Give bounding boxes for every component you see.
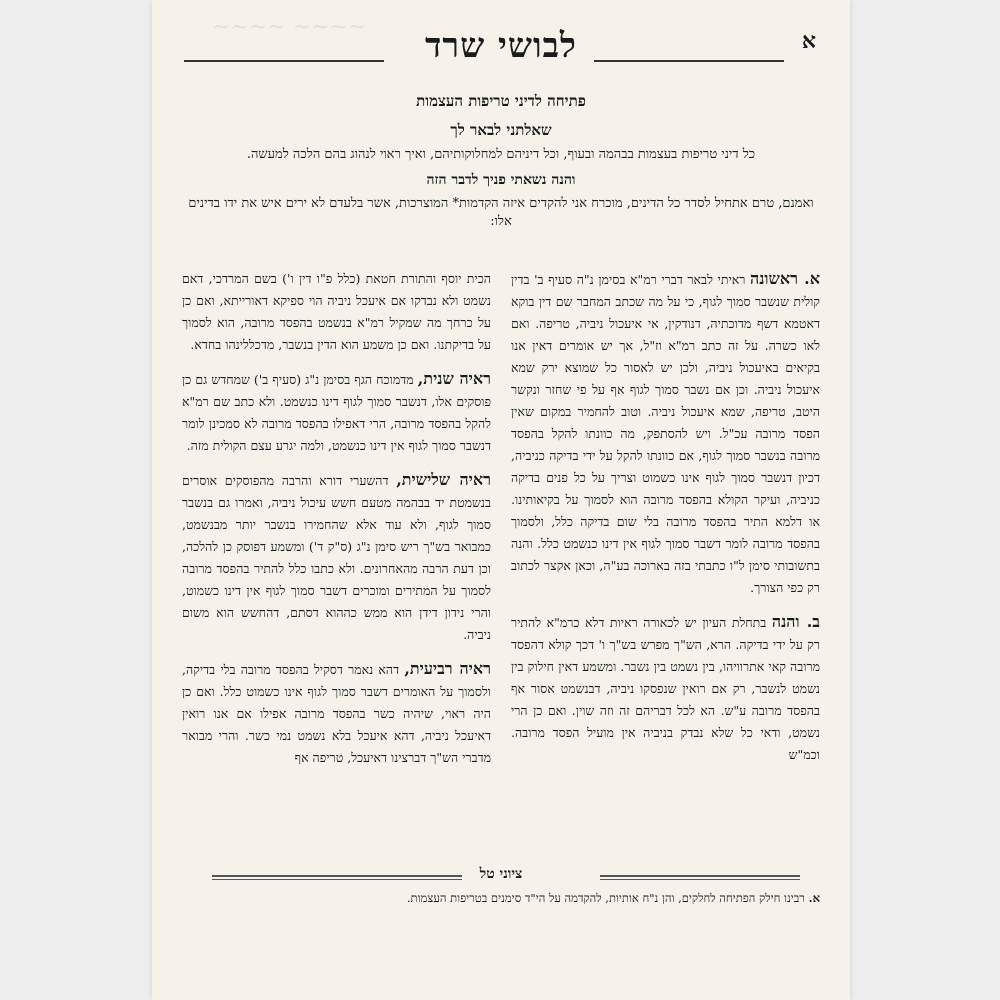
second-quote: והנה נשאתי פניך לדבר הזה [426,172,576,188]
paragraph-lead: ראיה רביעית, [404,659,491,678]
footnote-label: א. [808,891,820,905]
section-subtitle: פתיחה לדיני טריפות העצמות [416,92,586,110]
paragraph-lead: ראיה שלישית, [396,470,491,489]
footnote-text: רבינו חילק הפתיחה לחלקים, והן נ"ח אותיות, להקדמה על הי"ד סימנים בטריפות העצמות. [406,891,805,905]
paragraph-text: הכית יוסף והתורת חטאת (כלל פ"ו דין ו') בשם המרדכי, דאם נשמט ולא נבדקו אם איעכל ניביה הוי ספיקא דאורייתא, ואם כן על כרחך מה שמקיל רמ"א בנשמט בהפסד מרובה, הוא לסמוך על בדיקתנו. ואם כן משמע הוא הדין בנשבר, מדכללינהו בחדא. [182,271,491,352]
page-title: לבושי שרד [425,26,577,66]
paragraph-text: דהשערי דורא והרבה מהפוסקים אוסרים בנשמטת יד בבהמה מטעם חשש עיכול ניביה, ואמרו גם בנשבר סמוך לגוף, ולא עוד אלא שהחמירו בנשבר יותר מבנשמט, כמבואר בש"ך ריש סימן נ"ג (ס"ק ד') ומשמע דפוסק כן להלכה, וכן דעת הרבה מהאחרונים. ולא כתבו כלל להתיר בהפסד מרובה לסמוך על המתירים ומוכרים דשבר סמוך לגוף אין דינו כשמוט, והרי נידון דידן הוא ממש כההוא דסתם, דהחשש הוא משום ניביה. [182,473,491,642]
paragraph-2 [511,611,820,766]
footnote [182,890,820,906]
opening-quote: שאלתני לבאר לך [450,121,552,139]
paragraph-second-proof [182,368,491,457]
paragraph-lead: ב. והנה [771,612,820,631]
paragraph-text: ראיתי לבאר דברי רמ"א בסימן נ"ה סעיף ב' בדין קולית שנשבר סמוך לגוף, כי על מה שכתב המחבר שם דין בוקא דאטמא דשף מדוכתיה, דנודקין, אי איעכול ניביה, טריפה. ואם לאו כשרה. על זה כתב רמ"א וז"ל, אך יש אומרים דאין אנו בקיאים באיעכול ניביה, ולכן יש לאסור כל שמוצא ירק שמא איעכול ניביה. וכן אם נשבר סמוך לגוף אף על פי שחזר ונקשר היטב, טריפה, שמא איעכול ניביה. וטוב להחמיר במקום שאין הפסד מרובה עכ"ל. ויש להסתפק, מה כוונתו להקל בהפסד מרובה בנשבר סמוך לגוף, אם כוונתו להקל על ידי בדיקה כניביה, דכיון דנשבר סמוך לגוף אינו כשמוט וצריך על כל פנים בדיקה כניביה, ועיקר הקולא בהפסד מרובה הוא לסמוך על בקיאותינו. או דלמא התיר בהפסד מרובה בלי שום בדיקה כלל, ולסמוך בהפסד מרובה לומר דשבר סמוך לגוף אין דינו כנשמט כלל. והנה בתשובותי סימן ל"ו כתבתי בזה בארוכה בע"ה, וכאן אקצר לכתוב רק כפי הצורך. [511,272,820,595]
right-column [511,268,820,868]
notes-divider [182,866,820,886]
paragraph-fourth-proof [182,658,491,769]
paragraph-lead: ראיה שנית, [417,369,491,388]
paragraph-1 [511,268,820,599]
two-column-body [182,268,820,868]
divider-rule-right-thin [600,879,800,880]
paragraph-text: מדמוכח הגף בסימן נ"ג (סעיף ב') שמחדש גם כן פוסקים אלו, דנשבר סמוך לגוף דינו כנשמט. ולא כתב שם רמ"א להקל בהפסד מרובה, הרי דאפילו בהפסד מרובה לא סמכינן לומר דנשבר סמוך לגוף אין דינו כנשמט, ולמה יגרע עצם הקולית מזה. [182,372,491,453]
paragraph-third-proof [182,469,491,646]
divider-rule-right [600,875,800,877]
header-rule-right [594,60,784,62]
header-rule-left [184,60,384,62]
book-page [152,0,850,1000]
intro-paragraph-1: כל דיני טריפות בעצמות בבהמה ובעוף, וכל דיניהם למחלוקותיהם, ואיך ראוי לנהוג בהם הלכה למעשה. [246,147,756,162]
page-header [182,0,820,66]
intro-paragraph-2: ואמנם, טרם אתחיל לסדר כל הדינים, מוכרח אני להקדים איזה הקדמות* המוצרכות, אשר בלעדם לא ירים איש את ידו בדינים אלו: [188,196,814,229]
left-column [182,268,491,868]
bleed-through-text: ~~~~ ~~~~ [212,15,367,40]
paragraph-continued [182,268,491,356]
notes-heading: ציוני טל [479,866,523,882]
page-content [182,0,820,905]
paragraph-text: בתחלת העיון יש לכאורה ראיות דלא כרמ"א להתיר רק על ידי בדיקה. הרא, הש"ך מפרש בש"ך ו' דכך קולא דהפסד מרובה קאי אתרוויהו, בין נשמט בין נשבר. ומשמע דאין חילוק בין נשמט לנשבר, רק אם רואין שנפסקו ניביה, דבנשמט אסור אף בהפסד מרובה ע"ש. הא לכל דבריהם זה וזה שוין. ואם כן הרי נשמט, ודאי כל שלא נבדק בניביה אין מועיל הפסד מרובה. וכמ"ש [511,615,820,762]
paragraph-lead: א. ראשונה [749,269,820,288]
page-letter: א [801,28,816,54]
paragraph-text: דהא נאמר דסקיל בהפסד מרובה בלי בדיקה, ולסמוך על האומרים דשבר סמוך לגוף אינו כשמוט כלל. ואם כן היה ראוי, שיהיה כשר בהפסד מרובה אפילו אם אנו רואין דאיעכל ניביה, דהא איעכל בלא נשמט נמי כשר. והרי מבואר מדברי הש"ך דברצינו דאיעכל, טריפה אף [182,662,491,765]
